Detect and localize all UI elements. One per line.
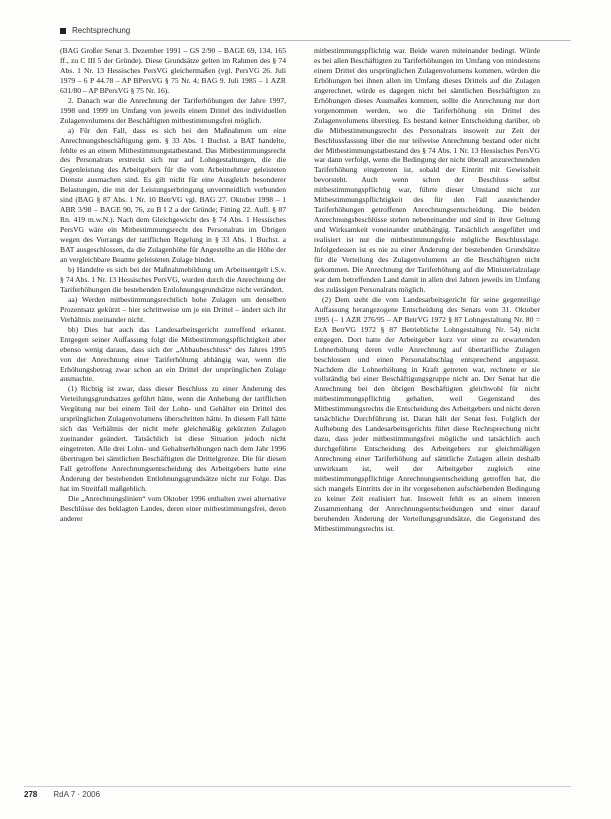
running-header (60, 26, 571, 35)
paragraph: mitbestimmungspflichtig war. Beide waren miteinander bedingt. Würde es bei allen Beschäftigten zu Tariferhöhungen im Umfang von mindestens einem Drittel des ursprünglichen Zulagenvolumens kommen, würden die Erhöhungen bei ihnen allen im Umfang dieses Drittels auf die Zulagen angerechnet, würde es dagegen nicht bei sämtlichen Beschäftigten zu Erhöhungen dieses Ausmaßes kommen, sollte die Anrechnung nur dort vorgenommen werden, wo die Tariferhöhung ein Drittel des Zulagenvolumens überstieg. Es bestand keiner Entscheidung darüber, ob die Mitbestimmungsrecht des Personalrats insoweit zur Zeit der Beschlussfassung über die nur teilweise Anrechnung bestand oder nicht der Mitbestimmungstatbestand des § 74 Abs. 1 Nr. 13 Hessisches PersVG war dann verfolgt, wenn die Bedingung der nicht überall anzurechnenden Tariferhöhung eingetreten ist, sobald der Eintritt mit Gewissheit bevorsteht. Auch wenn schon der Beschluss selbst mitbestimmungspflichtig war, führte dieser Umstand nicht zur Mitbestimmungspflichtigkeit des für den Fall ausreichender Tariferhöhungen getroffenen Anrechnungsentscheidung. Die beiden Anrechnungsbeschlüsse stehen nebeneinander und sind in ihrer Geltung und Wirksamkeit voneinander unabhängig. Tatsächlich ausgeführt und realisiert ist nur die mitbestimmungsfreie mögliche Beschlusslage. Infolgedessen ist es nie zu einer Änderung der bestehenden Grundsätze für die Verteilung des Zulagenvolumens an die Beschäftigten nicht gekommen. Die Anrechnung der Tariferhöhung auf die Ministerialzulage war dem betreffenden Land damit in allen drei Jahren jeweils im Umfang des zulässigen Personalrats möglich. (314, 46, 540, 294)
footer-rule (24, 786, 571, 787)
paragraph: (BAG Großer Senat 3. Dezember 1991 – GS 2/90 – BAGE 69, 134, 165 ff., zu C III 5 der Gründe). Diese Grundsätze gelten im Rahmen des § 74 Abs. 1 Nr. 13 Hessisches PersVG gleichermaßen (vgl. PersVG 26. Juli 1979 – 6 P 44.78 – AP BPersVG § 75 Nr. 4; BAG 9. Juli 1985 – 1 AZR 631/80 – AP BPersVG § 75 Nr. 16). (60, 46, 286, 95)
section-marker-icon (60, 28, 66, 34)
header-rule (60, 40, 571, 41)
page-footer (24, 790, 571, 799)
paragraph: bb) Dies hat auch das Landesarbeitsgericht zutreffend erkannt. Entgegen seiner Auffassung folgt die Mitbestimmungspflichtigkeit aber ebenso wenig daraus, dass sich der „Abbaubeschluss“ des Jahres 1995 von der Anrechnung einer Tariferhöhung abhängig war, wenn die Erhöhungsbetrag zwar schon an ein Drittel der ursprünglichen Zulage ausmachte. (60, 324, 286, 384)
right-column (314, 46, 540, 534)
paragraph: b) Handelte es sich bei der Maßnahmebildung um Arbeitsentgelt i.S.v. § 74 Abs. 1 Nr. 13 Hessisches PersVG, wurden durch die Anrechnung der Tariferhöhungen die bestehenden Entlohnungsgrundsätze nicht verändert. (60, 264, 286, 294)
paragraph: 2. Danach war die Anrechnung der Tariferhöhungen der Jahre 1997, 1998 und 1999 im Umfang von jeweils einem Drittel des individuellen Zulagenvolumens der Beschäftigten mitbestimmungsfrei möglich. (60, 95, 286, 125)
left-column (60, 46, 286, 524)
paragraph: Die „Anrechnungslinien“ vom Oktober 1996 enthalten zwei alternative Beschlüsse des beklagten Landes, deren einer mitbestimmungsfrei, deren anderer (60, 493, 286, 523)
paragraph: (1) Richtig ist zwar, dass dieser Beschluss zu einer Änderung des Verteilungsgrundsatzes geführt hätte, wenn die Anhebung der tariflichen Vergütung nur bei einem Teil der Lohn- und Gehälter ein Drittel des ursprünglichen Zulagenvolumens überschritten hätte. In diesem Fall hätte sich das Verhältnis der nicht mehr gleichmäßig gekürzten Zulagen zueinander geändert. Tatsächlich ist diese Situation jedoch nicht eingetreten. Alle drei Lohn- und Gehaltserhöhungen nach dem Jahr 1996 übertrugen bei sämtlichen Beschäftigten die Drittelgrenze. Die für diesen Fall getroffene Anrechnungsentscheidung des Arbeitgebers hatte eine Änderung der bestehenden Entlohnungsgrundsätze nicht zur Folge. Das hat im Streitfall maßgeblich. (60, 384, 286, 493)
paragraph: a) Für den Fall, dass es sich bei den Maßnahmen um eine Anrechnungsbeschäftigung gem. § 33 Abs. 1 Buchst. a BAT handelte, fehlte es an einem Mitbestimmungstatbestand. Das Mitbestimmungsrecht des Personalrats erstreckt sich nur auf Lohngestaltungen, die die Gegenleistung des Arbeitgebers für die vom Arbeitnehmer geleisteten Dienste ausmachen sind. Es gilt nicht für eine Ausgleich besonderer Belastungen, die mit der Leistungserbringung unvermeidlich verbunden sind (BAG § 87 Abs. 1 Nr. 10 BetrVG vgl. BAG 27. Oktober 1998 – 1 ABR 3/98 – BAGE 90, 76, zu B I 2 a der Gründe; Fitting 22. Aufl. § 87 Rn. 419 m.w.N.). Nach dem Gleichgewicht des § 74 Abs. 1 Hessisches PersVG wäre ein Mitbestimmungsrecht des Personalrats im Übrigen wegen des Vorrangs der tariflichen Regelung in § 33 Abs. 1 Buchst. a BAT ausgeschlossen, da die Zulagenhöhe für Angestellte an die Höhe der an vergleichbare Beamte geleisteten Zulage bindet. (60, 125, 286, 265)
journal-issue: RdA 7 · 2006 (53, 790, 101, 799)
section-title: Rechtsprechung (72, 26, 131, 35)
page-number: 278 (24, 790, 38, 799)
paragraph: (2) Dem steht die vom Landesarbeitsgericht für seine gegenteilige Auffassung herangezogene Entscheidung des Senats vom 31. Oktober 1995 (– 1 AZR 276/95 – AP BetrVG 1972 § 87 Lohngestaltung Nr. 80 = EzA BetrVG 1972 § 87 Betriebliche Lohngestaltung Nr. 54) nicht entgegen. Dort hatte der Arbeitgeber kurz vor einer zu erwartenden Lohnerhöhung deren volle Anrechnung auf übertarifliche Zulagen beschlossen und einen Personalabschlag entsprechend angepasst. Nachdem die Lohnerhöhung in Kraft getreten war, rechnete er sie vollständig bei einer Beschäftigungsgruppe nicht an. Der Senat hat die Anrechnung bei den übrigen Beschäftigten gleichwohl für nicht mitbestimmungspflichtig gehalten, weil Gegenstand des Mitbestimmungsrechts die Entscheidung des Arbeitgebers und nicht deren tatsächliche Durchführung ist. Daran hält der Senat fest. Folglich der Aufhebung des Landesarbeitsgerichts führt diese Rechtsprechung nicht dazu, dass jeder mitbestimmungsfrei mögliche und tatsächlich auch durchgeführte Entscheidung des Arbeitgebers zur gleichmäßigen Anrechnung einer Tariferhöhung auf sämtliche Zulagen allein deshalb unwirksam ist, weil der Arbeitgeber zugleich eine mitbestimmungspflichtige Anrechnungsentscheidung getroffen hat, die sich mangels Eintritts der in ihr vorgesehenen aufschiebenden Bedingung zu keiner Zeit realisiert hat. Insoweit fehlt es an einem inneren Zusammenhang der Anrechnungsentscheidungen und einer darauf beruhenden Änderung der Verteilungsgrundsätze, die Gegenstand des Mitbestimmungsrechts ist. (314, 294, 540, 533)
paragraph: aa) Werden mitbestimmungsrechtlich hohe Zulagen um denselben Prozentsatz gekürzt – hier schrittweise um je ein Drittel – ändert sich ihr Verhältnis zueinander nicht. (60, 294, 286, 324)
